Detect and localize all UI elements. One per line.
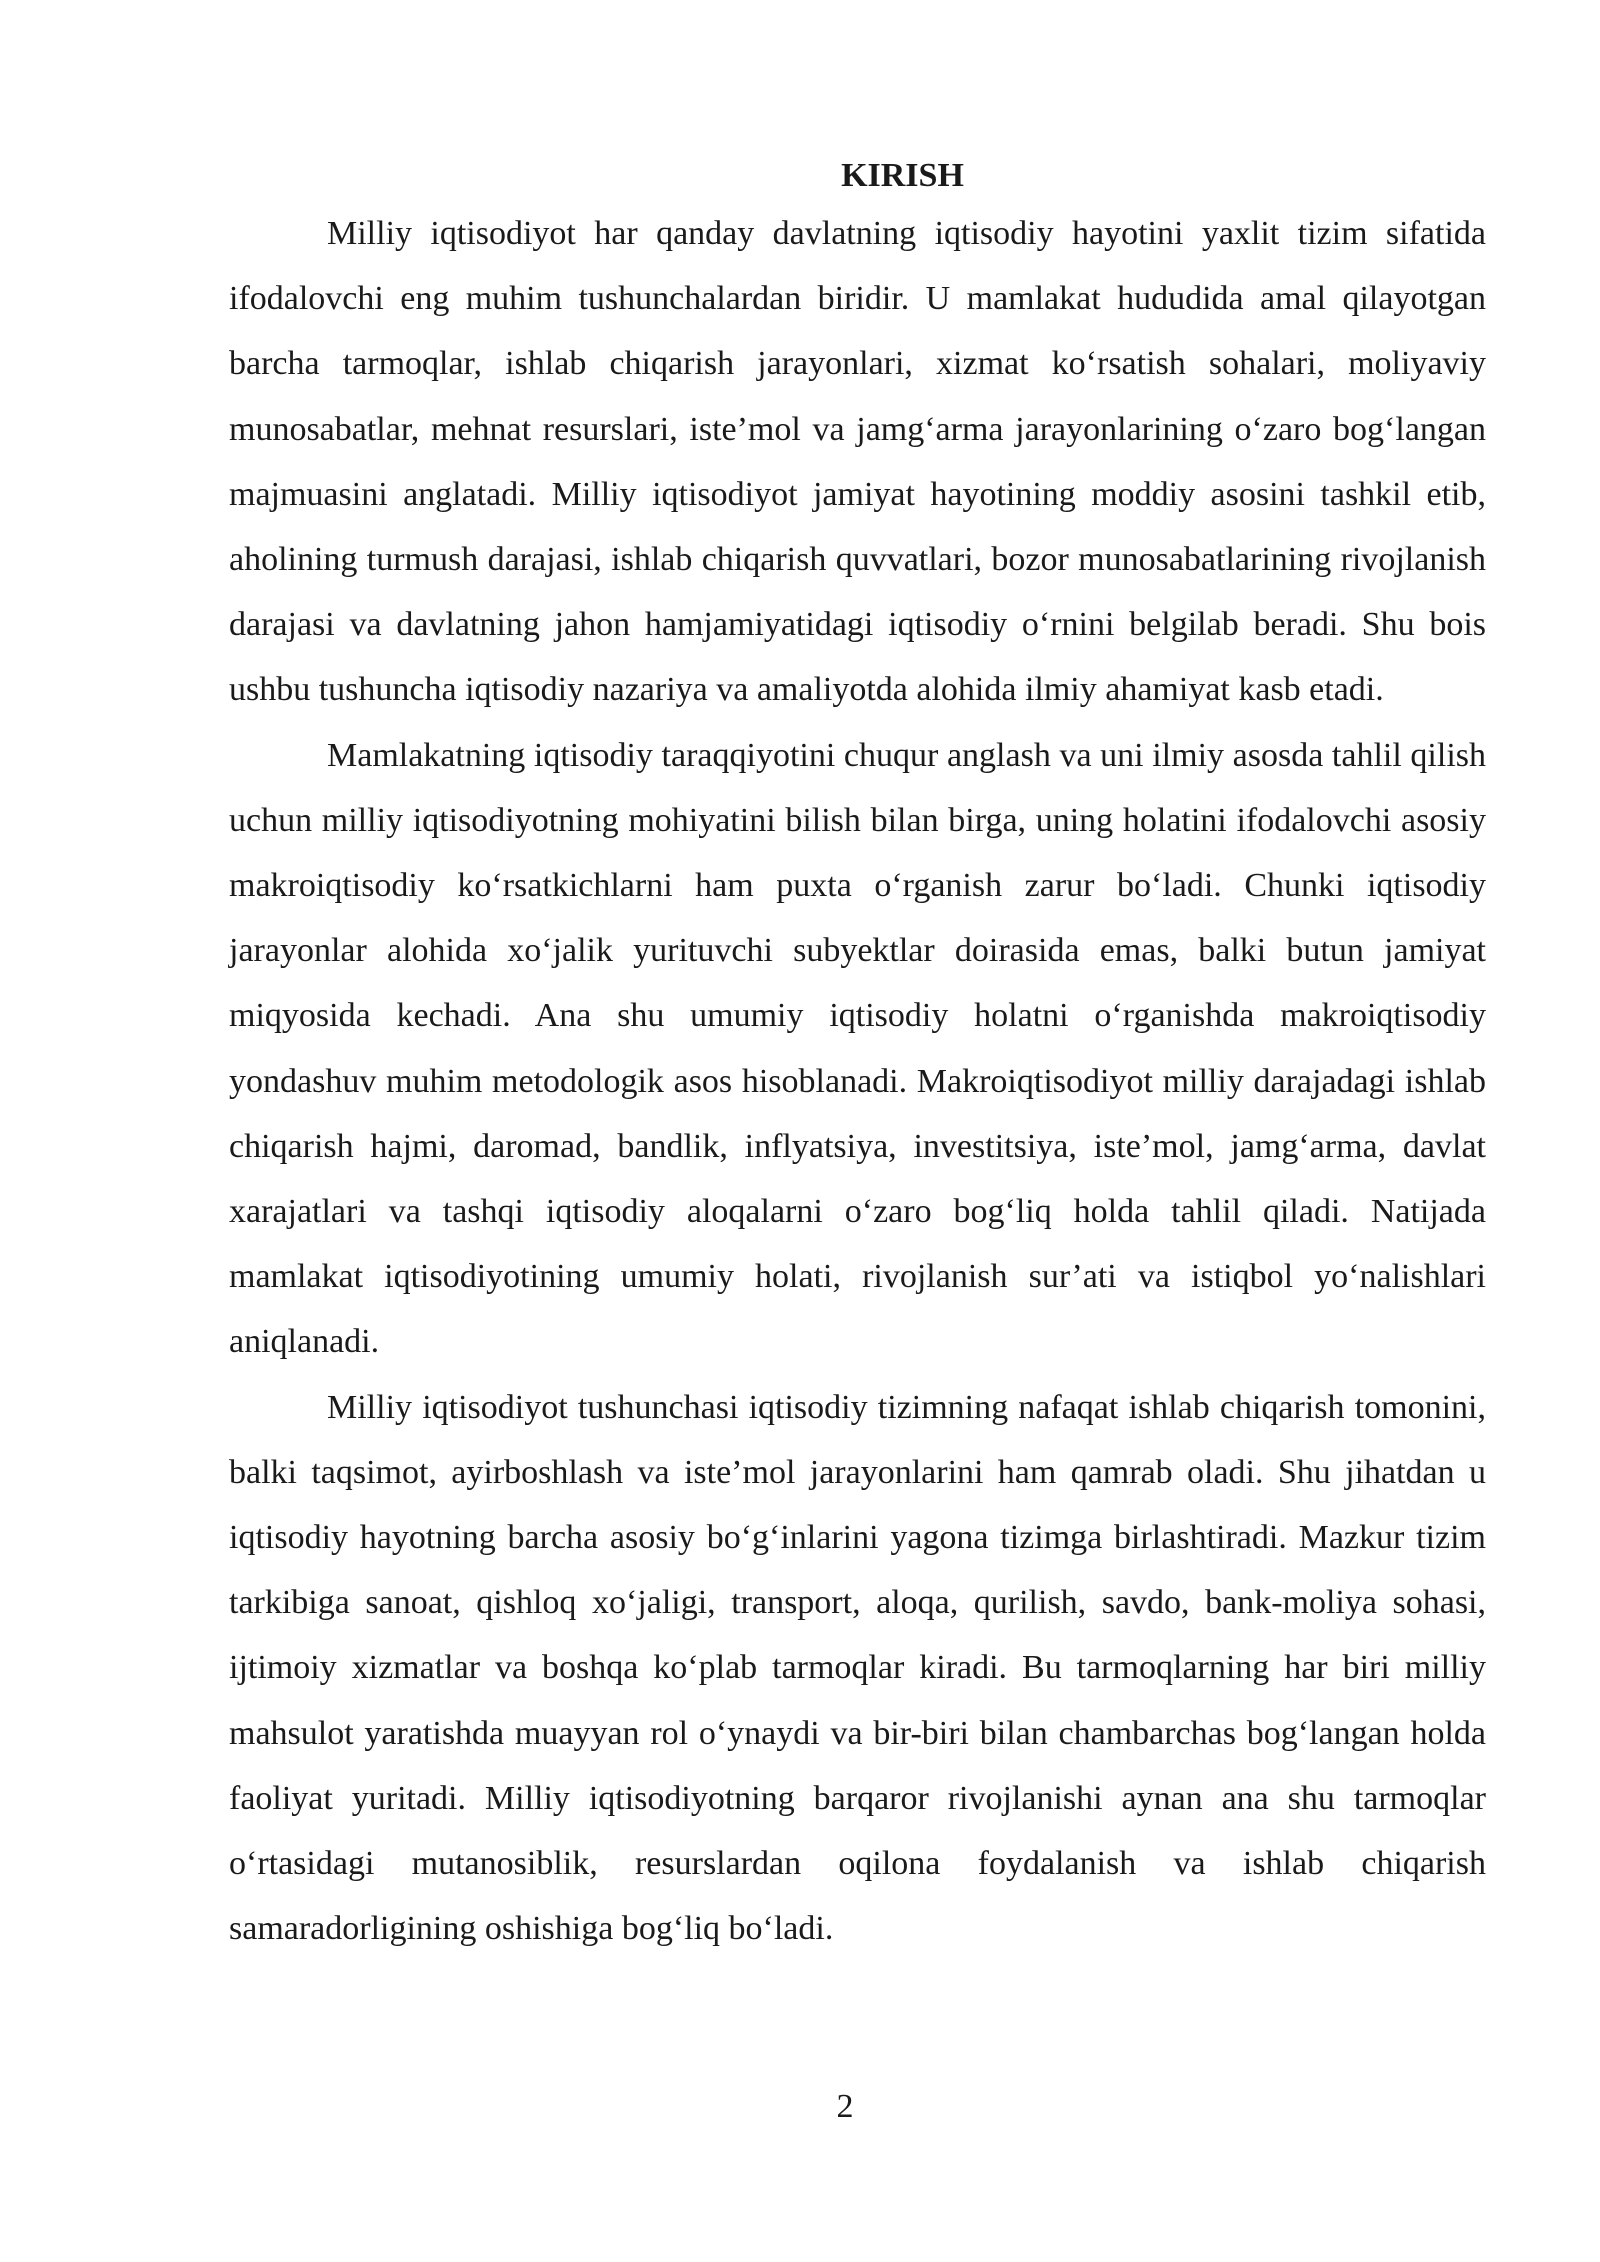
paragraph-1: Milliy iqtisodiyot har qanday davlatning iqtisodiy hayotini yaxlit tizim sifatida ifodalovchi eng muhim tushunchalardan biridir. U mamlakat hududida amal qilayotgan barcha tarmoqlar, ishlab chiqarish jarayonlari, xizmat ko‘rsatish sohalari, moliyaviy munosabatlar, mehnat resurslari, iste’mol va jamg‘arma jarayonlarining o‘zaro bog‘langan majmuasini anglatadi. Milliy iqtisodiyot jamiyat hayotining moddiy asosini tashkil etib, aholining turmush darajasi, ishlab chiqarish quvvatlari, bozor munosabatlarining rivojlanish darajasi va davlatning jahon hamjamiyatidagi iqtisodiy o‘rnini belgilab beradi. Shu bois ushbu tushuncha iqtisodiy nazariya va amaliyotda alohida ilmiy ahamiyat kasb etadi. <box>229 215 1486 709</box>
section-heading: KIRISH <box>841 157 964 194</box>
page-content <box>229 152 1486 1961</box>
page-number: 2 <box>836 2088 854 2125</box>
paragraph-3: Milliy iqtisodiyot tushunchasi iqtisodiy tizimning nafaqat ishlab chiqarish tomonini, balki taqsimot, ayirboshlash va iste’mol jarayonlarini ham qamrab oladi. Shu jihatdan u iqtisodiy hayotning barcha asosiy bo‘g‘inlarini yagona tizimga birlashtiradi. Mazkur tizim tarkibiga sanoat, qishloq xo‘jaligi, transport, aloqa, qurilish, savdo, bank-moliya sohasi, ijtimoiy xizmatlar va boshqa ko‘plab tarmoqlar kiradi. Bu tarmoqlarning har biri milliy mahsulot yaratishda muayyan rol o‘ynaydi va bir-biri bilan chambarchas bog‘langan holda faoliyat yuritadi. Milliy iqtisodiyotning barqaror rivojlanishi aynan ana shu tarmoqlar o‘rtasidagi mutanosiblik, resurslardan oqilona foydalanish va ishlab chiqarish samaradorligining oshishiga bog‘liq bo‘ladi. <box>229 1388 1486 1948</box>
paragraph-2: Mamlakatning iqtisodiy taraqqiyotini chuqur anglash va uni ilmiy asosda tahlil qilish uchun milliy iqtisodiyotning mohiyatini bilish bilan birga, uning holatini ifodalovchi asosiy makroiqtisodiy ko‘rsatkichlarni ham puxta o‘rganish zarur bo‘ladi. Chunki iqtisodiy jarayonlar alohida xo‘jalik yurituvchi subyektlar doirasida emas, balki butun jamiyat miqyosida kechadi. Ana shu umumiy iqtisodiy holatni o‘rganishda makroiqtisodiy yondashuv muhim metodologik asos hisoblanadi. Makroiqtisodiyot milliy darajadagi ishlab chiqarish hajmi, daromad, bandlik, inflyatsiya, investitsiya, iste’mol, jamg‘arma, davlat xarajatlari va tashqi iqtisodiy aloqalarni o‘zaro bog‘liq holda tahlil qiladi. Natijada mamlakat iqtisodiyotining umumiy holati, rivojlanish sur’ati va istiqbol yo‘nalishlari aniqlanadi. <box>229 736 1486 1361</box>
